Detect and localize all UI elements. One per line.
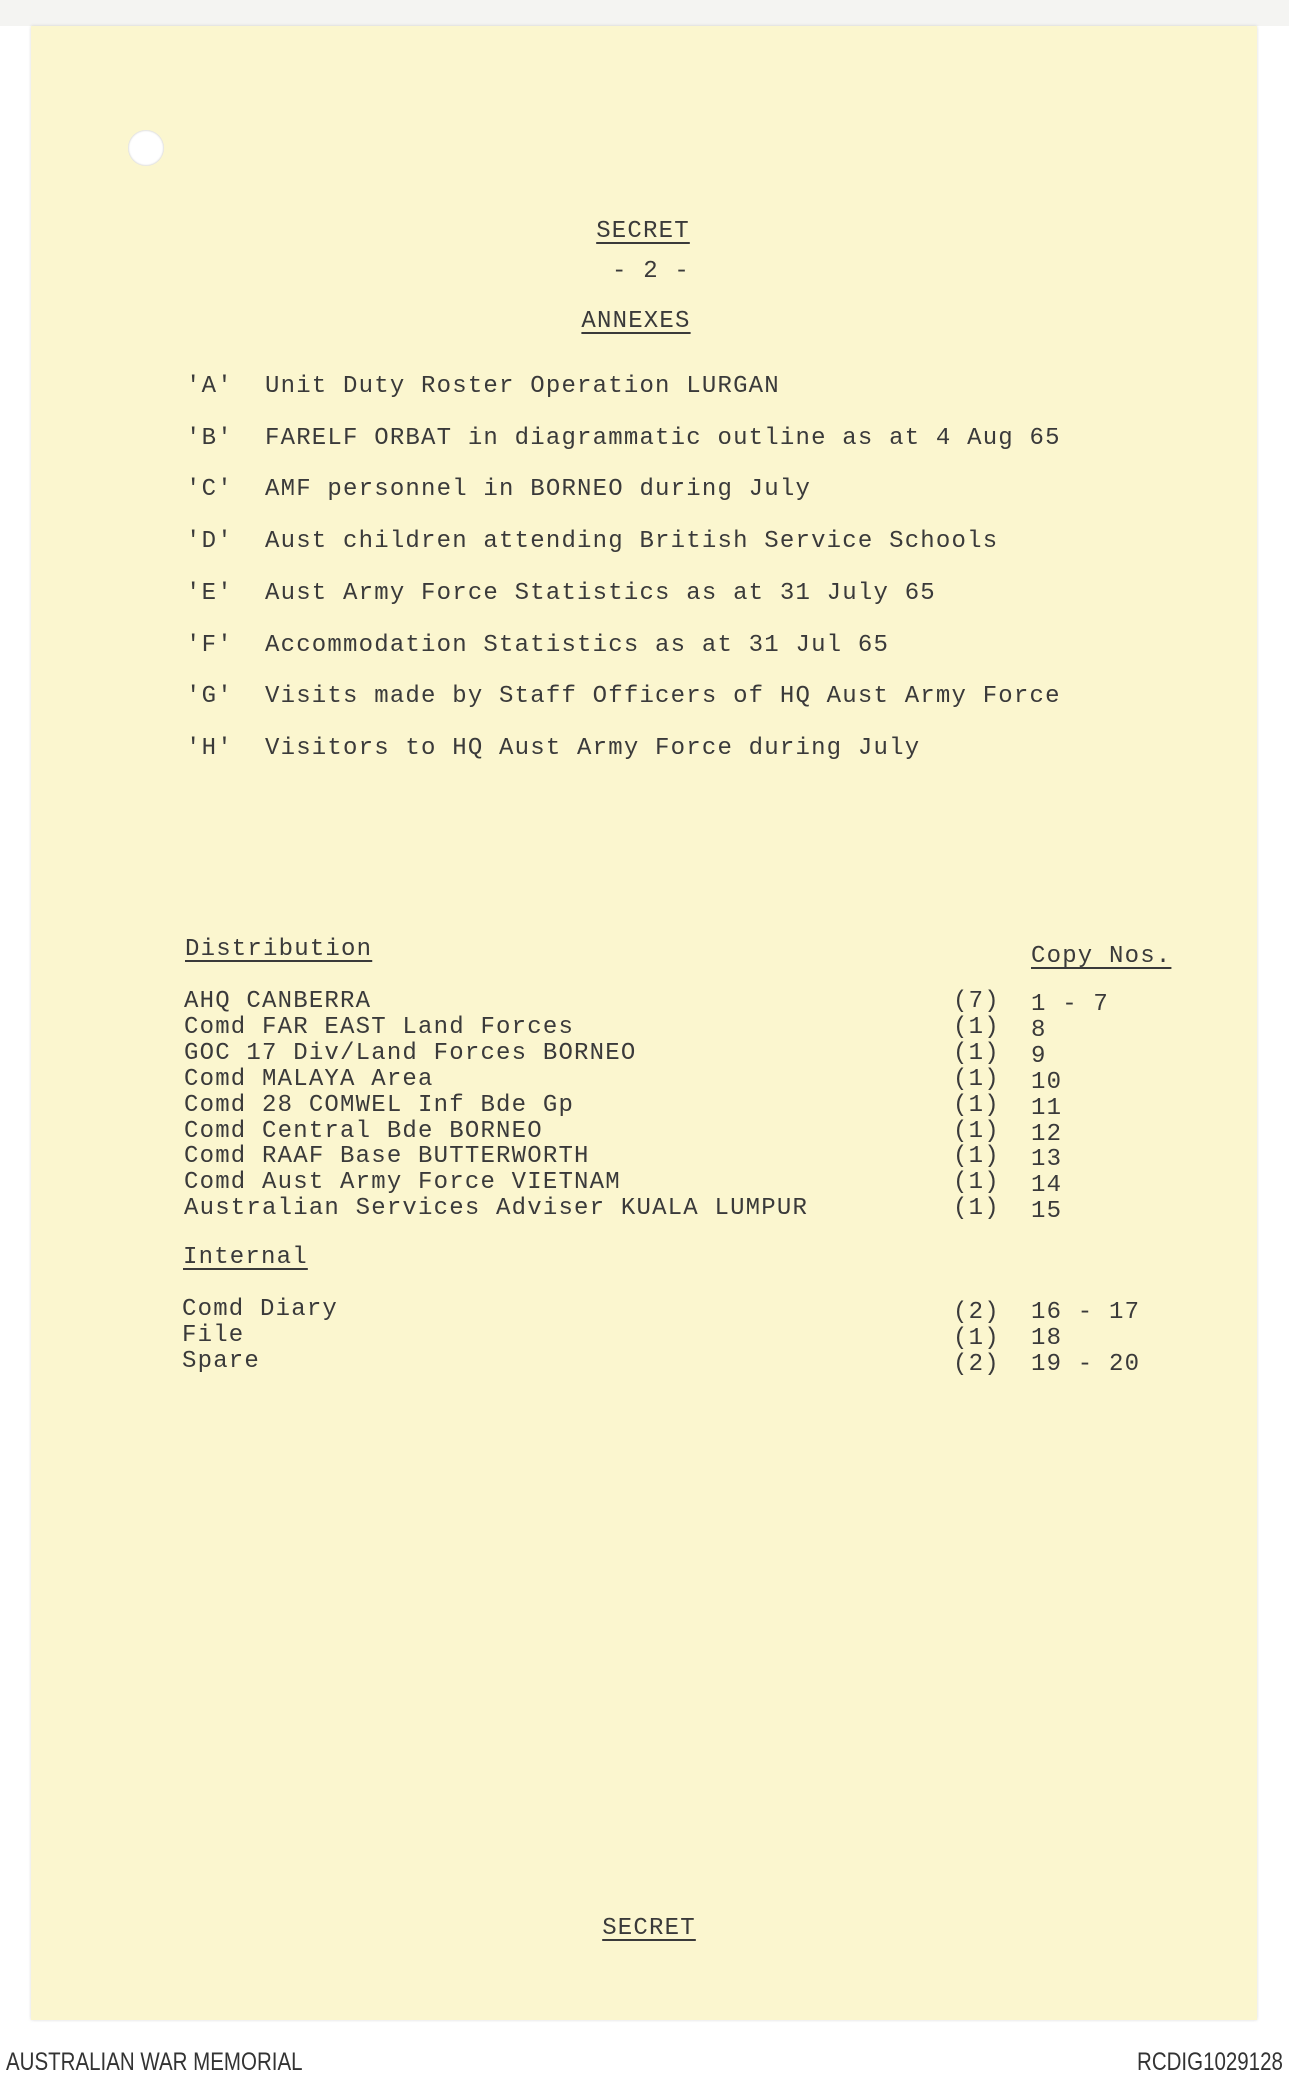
institution-watermark: AUSTRALIAN WAR MEMORIAL — [6, 2048, 303, 2076]
annex-letter: 'E' — [186, 579, 233, 607]
annex-letter: 'B' — [186, 424, 233, 452]
copy-numbers: 12 — [1031, 1120, 1063, 1148]
copy-numbers: 14 — [1031, 1172, 1063, 1200]
copy-nos-heading: Copy Nos. — [1031, 943, 1172, 970]
copy-numbers: 13 — [1031, 1146, 1063, 1174]
annex-title: Visitors to HQ Aust Army Force during July — [265, 734, 921, 762]
copy-count: (2) — [953, 1350, 1000, 1378]
distribution-addressee: Australian Services Adviser KUALA LUMPUR — [184, 1195, 809, 1223]
copy-numbers: 1 - 7 — [1031, 991, 1110, 1018]
copy-numbers: 9 — [1031, 1042, 1047, 1070]
internal-heading: Internal — [183, 1244, 308, 1271]
distribution-heading: Distribution — [185, 936, 373, 963]
annex-letter: 'D' — [186, 528, 233, 556]
classification-header: SECRET — [596, 218, 690, 245]
annex-title: Accommodation Statistics as at 31 Jul 65 — [265, 631, 890, 659]
annex-title: AMF personnel in BORNEO during July — [265, 476, 812, 504]
internal-addressee: Spare — [182, 1347, 261, 1375]
copy-numbers: 19 - 20 — [1031, 1350, 1141, 1378]
internal-addressee: Comd Diary — [182, 1296, 339, 1323]
annex-letter: 'A' — [186, 373, 233, 400]
annex-letter: 'F' — [186, 631, 233, 659]
copy-numbers: 11 — [1031, 1094, 1063, 1122]
distribution-addressee: Comd Aust Army Force VIETNAM — [184, 1169, 621, 1197]
internal-addressee: File — [182, 1321, 245, 1349]
distribution-addressee: Comd MALAYA Area — [184, 1065, 434, 1093]
copy-numbers: 16 - 17 — [1031, 1299, 1141, 1326]
annexes-title: ANNEXES — [581, 308, 691, 335]
distribution-addressee: AHQ CANBERRA — [184, 988, 372, 1015]
copy-count: (1) — [953, 1169, 1000, 1197]
copy-numbers: 10 — [1031, 1068, 1063, 1096]
distribution-addressee: Comd 28 COMWEL Inf Bde Gp — [184, 1091, 575, 1119]
copy-count: (1) — [953, 1195, 1000, 1223]
copy-count: (1) — [953, 1143, 1000, 1171]
annex-title: Aust Army Force Statistics as at 31 July 65 — [265, 579, 936, 607]
copy-count: (1) — [953, 1091, 1000, 1119]
annex-letter: 'G' — [186, 683, 233, 711]
distribution-addressee: Comd Central Bde BORNEO — [184, 1117, 543, 1145]
copy-count: (1) — [953, 1117, 1000, 1145]
punch-hole — [128, 130, 164, 166]
copy-count: (2) — [953, 1299, 1000, 1326]
copy-count: (1) — [953, 1324, 1000, 1352]
annex-letter: 'H' — [186, 734, 233, 762]
copy-count: (1) — [953, 1039, 1000, 1067]
scan-background — [0, 0, 1289, 26]
distribution-addressee: Comd FAR EAST Land Forces — [184, 1013, 575, 1041]
annex-title: Unit Duty Roster Operation LURGAN — [265, 373, 780, 400]
annex-title: Aust children attending British Service Schools — [265, 528, 999, 556]
copy-numbers: 8 — [1031, 1016, 1047, 1044]
annex-letter: 'C' — [186, 476, 233, 504]
copy-count: (1) — [953, 1013, 1000, 1041]
annex-title: Visits made by Staff Officers of HQ Aust Army Force — [265, 683, 1061, 711]
record-id: RCDIG1029128 — [1137, 2048, 1283, 2076]
copy-count: (7) — [953, 988, 1000, 1015]
classification-footer: SECRET — [602, 1915, 696, 1942]
copy-numbers: 18 — [1031, 1324, 1063, 1352]
page-number: - 2 - — [611, 258, 691, 285]
annex-title: FARELF ORBAT in diagrammatic outline as at 4 Aug 65 — [265, 424, 1061, 452]
distribution-addressee: Comd RAAF Base BUTTERWORTH — [184, 1143, 590, 1171]
copy-count: (1) — [953, 1065, 1000, 1093]
distribution-addressee: GOC 17 Div/Land Forces BORNEO — [184, 1039, 637, 1067]
copy-numbers: 15 — [1031, 1198, 1063, 1226]
